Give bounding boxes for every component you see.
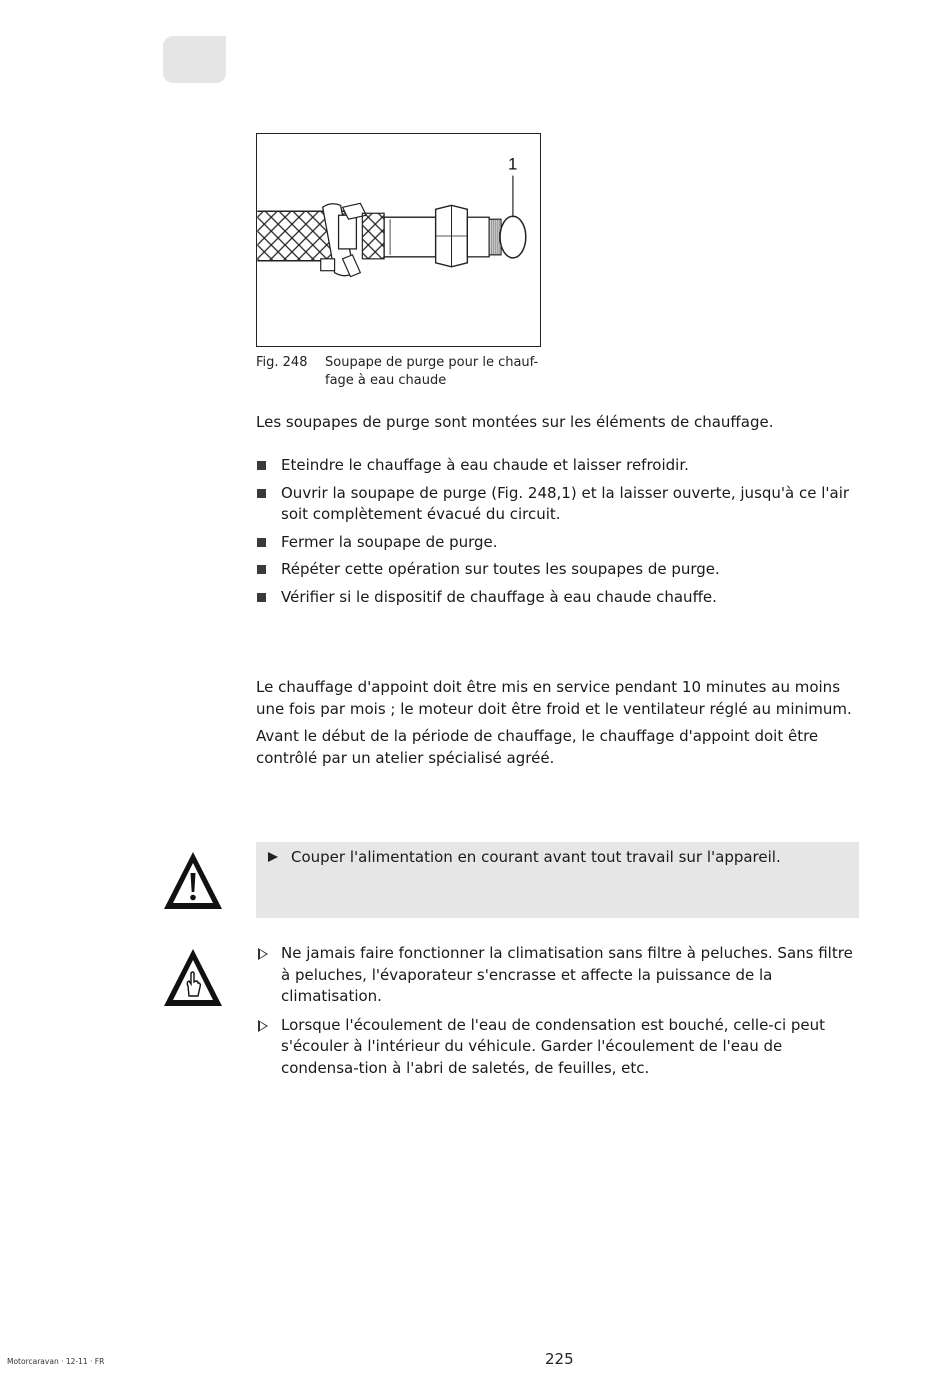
list-item: Vérifier si le dispositif de chauffage à eau chaude chauffe. <box>256 587 861 609</box>
chapter-tab <box>163 36 226 83</box>
triangle-bullet-icon <box>258 948 268 960</box>
bleed-valve-illustration <box>257 134 540 346</box>
warning-text: Couper l'alimentation en courant avant tout travail sur l'appareil. <box>291 848 781 866</box>
list-item: Ouvrir la soupape de purge (Fig. 248,1) et la laisser ouverte, jusqu'à ce l'air soit complètement évacué du circuit. <box>256 483 861 526</box>
figure-248 <box>256 133 541 347</box>
figure-number: Fig. 248 <box>256 355 308 370</box>
auxiliary-paragraph-2: Avant le début de la période de chauffage, le chauffage d'appoint doit être contrôlé par un atelier spécialisé agréé. <box>256 727 819 767</box>
callout-1: 1 <box>507 154 518 174</box>
step-list <box>256 455 861 614</box>
triangle-bullet-icon <box>258 1020 268 1032</box>
warning-exclamation-icon <box>162 849 224 911</box>
square-bullet-icon <box>257 461 266 470</box>
square-bullet-icon <box>257 538 266 547</box>
square-bullet-icon <box>257 593 266 602</box>
intro-paragraph: Les soupapes de purge sont montées sur les éléments de chauffage. <box>256 413 774 431</box>
auxiliary-paragraph-1: Le chauffage d'appoint doit être mis en service pendant 10 minutes au moins une fois par mois ; le moteur doit être froid et le ventilateur réglé au minimum. <box>256 678 852 718</box>
list-item: Fermer la soupape de purge. <box>256 532 861 554</box>
list-item: Eteindre le chauffage à eau chaude et laisser refroidir. <box>256 455 861 477</box>
list-item: Répéter cette opération sur toutes les soupapes de purge. <box>256 559 861 581</box>
warning-box <box>256 842 859 918</box>
note-list <box>256 943 861 1086</box>
arrow-right-icon <box>268 852 278 862</box>
caution-hand-icon <box>162 946 224 1008</box>
list-item: Ne jamais faire fonctionner la climatisation sans filtre à peluches. Sans filtre à peluches, l'évaporateur s'encrasse et affecte la puissance de la climatisation. <box>256 943 861 1008</box>
figure-caption-text: Soupape de purge pour le chauf-fage à eau chaude <box>325 355 539 388</box>
square-bullet-icon <box>257 489 266 498</box>
list-item: Lorsque l'écoulement de l'eau de condensation est bouché, celle-ci peut s'écouler à l'intérieur du véhicule. Garder l'écoulement de l'eau de condensa-tion à l'abri de saletés, de feuilles, etc. <box>256 1015 861 1080</box>
square-bullet-icon <box>257 565 266 574</box>
page-number: 225 <box>545 1350 574 1368</box>
footer-document-id: Motorcaravan · 12-11 · FR <box>7 1357 105 1366</box>
